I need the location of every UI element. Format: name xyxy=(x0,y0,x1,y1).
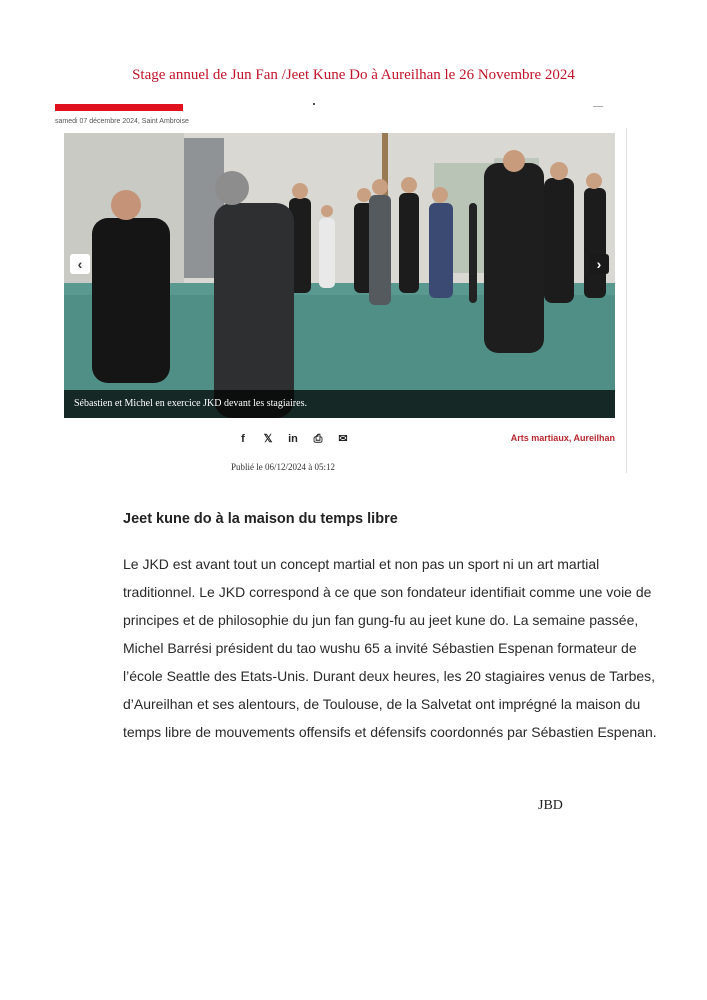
author-signature: JBD xyxy=(538,798,563,813)
chevron-right-icon: › xyxy=(596,256,602,272)
article-tags[interactable]: Arts martiaux, Aureilhan xyxy=(510,433,615,443)
email-icon[interactable]: ✉ xyxy=(338,433,348,445)
share-bar xyxy=(237,433,349,445)
next-photo-button[interactable] xyxy=(589,254,609,274)
column-rule xyxy=(626,128,627,473)
document-title: Stage annuel de Jun Fan /Jeet Kune Do à Aureilhan le 26 Novembre 2024 xyxy=(132,67,575,83)
article-body: Le JKD est avant tout un concept martial et non pas un sport ni un art martial traditionnel. Le JKD correspond à ce que son fondateur identifiait comme une voie de principes et de philosophie du jun fan gung-fu au jeet kune do. La semaine passée, Michel Barrési président du tao wushu 65 a invité Sébastien Espenan formateur de l’école Seattle des Etats-Unis. Durant deux heures, les 20 stagiaires venus de Tarbes, d’Aureilhan et ses alentours, de Toulouse, de la Salvetat ont imprégné la maison du temps libre de mouvements offensifs et défensifs coordonnés par Sébastien Espenan. xyxy=(123,556,657,740)
chevron-left-icon: ‹ xyxy=(77,256,83,272)
newspaper-accent-bar xyxy=(55,104,183,111)
article-title: Jeet kune do à la maison du temps libre xyxy=(123,511,398,527)
divider-dash xyxy=(593,106,603,107)
divider-dot xyxy=(313,103,315,105)
publish-date: Publié le 06/12/2024 à 05:12 xyxy=(231,462,335,472)
article-photo xyxy=(64,133,615,418)
facebook-icon[interactable]: f xyxy=(241,433,245,445)
photo-caption: Sébastien et Michel en exercice JKD devant les stagiaires. xyxy=(64,390,615,418)
x-twitter-icon[interactable]: 𝕏 xyxy=(263,433,273,445)
print-icon[interactable]: ⎙ xyxy=(313,433,323,445)
dojo-scene-illustration xyxy=(64,133,615,418)
dateline: samedi 07 décembre 2024, Saint Ambroise xyxy=(55,118,189,125)
linkedin-icon[interactable]: in xyxy=(288,433,298,445)
previous-photo-button[interactable] xyxy=(70,254,90,274)
